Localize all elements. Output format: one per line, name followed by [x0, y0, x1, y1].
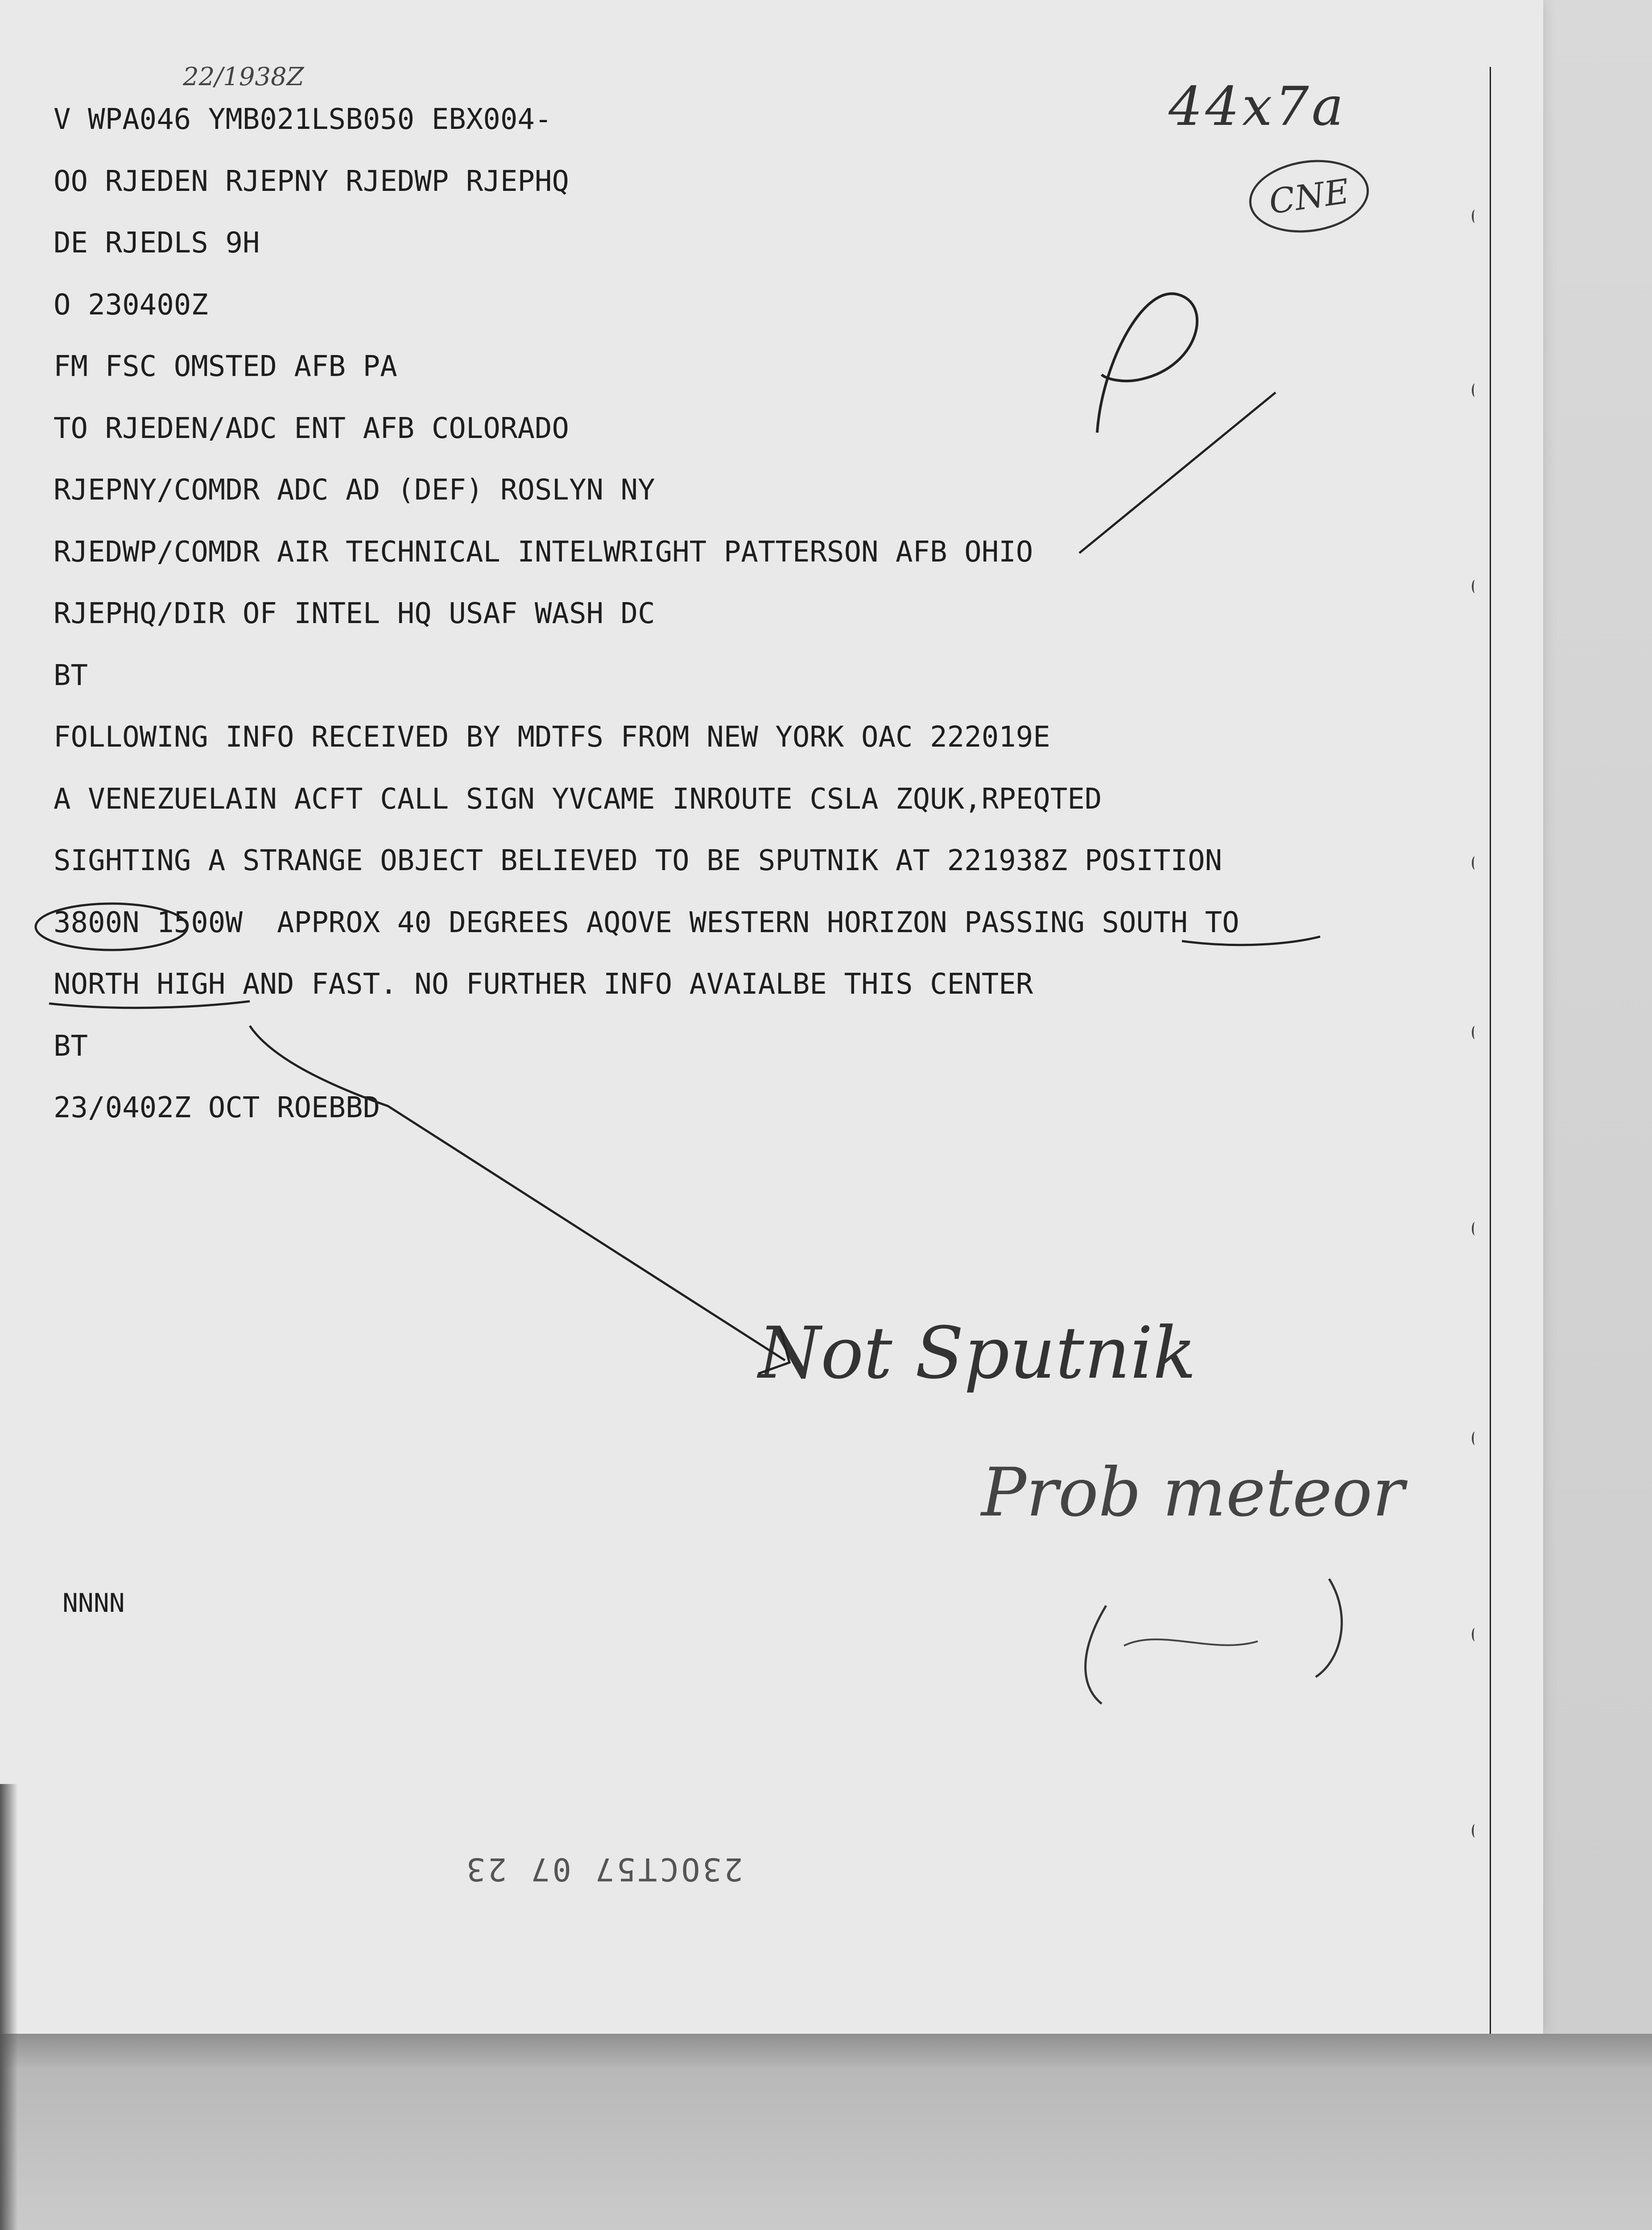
faint-bottom-scribble: [31, 2221, 120, 2230]
body-line: 3800N 1500W APPROX 40 DEGREES AQOVE WESTERN HORIZON PASSING SOUTH TO: [54, 906, 1239, 939]
body-line: FOLLOWING INFO RECEIVED BY MDTFS FROM NEW YORK OAC 222019E: [54, 721, 1050, 754]
origin-line: DE RJEDLS 9H: [54, 227, 260, 260]
header-line: V WPA046 YMB021LSB050 EBX004-: [54, 103, 552, 136]
pen-slash: [1079, 392, 1276, 553]
scan-background-bottom: [0, 2034, 1652, 2230]
scan-edge-shadow: [0, 1784, 18, 2230]
break-marker: BT: [54, 659, 88, 692]
paren-scribble: [1124, 1639, 1258, 1646]
datetime-line: O 230400Z: [54, 288, 208, 322]
break-marker: BT: [54, 1029, 88, 1063]
received-date-stamp: 23OCT57 07 23: [464, 1851, 743, 1887]
routing-line: OO RJEDEN RJEPNY RJEDWP RJEPHQ: [54, 165, 569, 198]
arrow-head: [758, 1329, 789, 1374]
annotation-arrow: [250, 1026, 785, 1360]
paren-left: [1086, 1606, 1106, 1704]
initials-text: CNE: [1266, 171, 1352, 222]
from-line: FM FSC OMSTED AFB PA: [54, 350, 397, 383]
addressee-line: RJEPHQ/DIR OF INTEL HQ USAF WASH DC: [54, 597, 655, 630]
faint-scribble-mark: [31, 2221, 120, 2230]
handwritten-note-meteor: Prob meteor: [981, 1454, 1404, 1532]
underline-south: [1182, 937, 1320, 945]
closing-line: 23/0402Z OCT ROEBBD: [54, 1091, 380, 1124]
underline-north: [49, 1001, 250, 1008]
pen-mark-p: [1097, 293, 1197, 433]
handwritten-time-note: 22/1938Z: [183, 62, 304, 91]
paren-right: [1316, 1579, 1342, 1677]
end-marker: NNNN: [62, 1588, 125, 1618]
handwritten-file-number: 44x7a: [1169, 76, 1346, 138]
body-line: NORTH HIGH AND FAST. NO FURTHER INFO AVAIALBE THIS CENTER: [54, 968, 1033, 1001]
addressee-line: RJEPNY/COMDR ADC AD (DEF) ROSLYN NY: [54, 474, 655, 507]
circle-position: [36, 904, 187, 950]
addressee-line: RJEDWP/COMDR AIR TECHNICAL INTELWRIGHT PATTERSON AFB OHIO: [54, 535, 1033, 569]
body-line: SIGHTING A STRANGE OBJECT BELIEVED TO BE SPUTNIK AT 221938Z POSITION: [54, 844, 1222, 877]
handwritten-note-not-sputnik: Not Sputnik: [758, 1311, 1197, 1395]
to-line: TO RJEDEN/ADC ENT AFB COLORADO: [54, 412, 569, 445]
body-line: A VENEZUELAIN ACFT CALL SIGN YVCAME INROUTE CSLA ZQUK,RPEQTED: [54, 782, 1102, 816]
